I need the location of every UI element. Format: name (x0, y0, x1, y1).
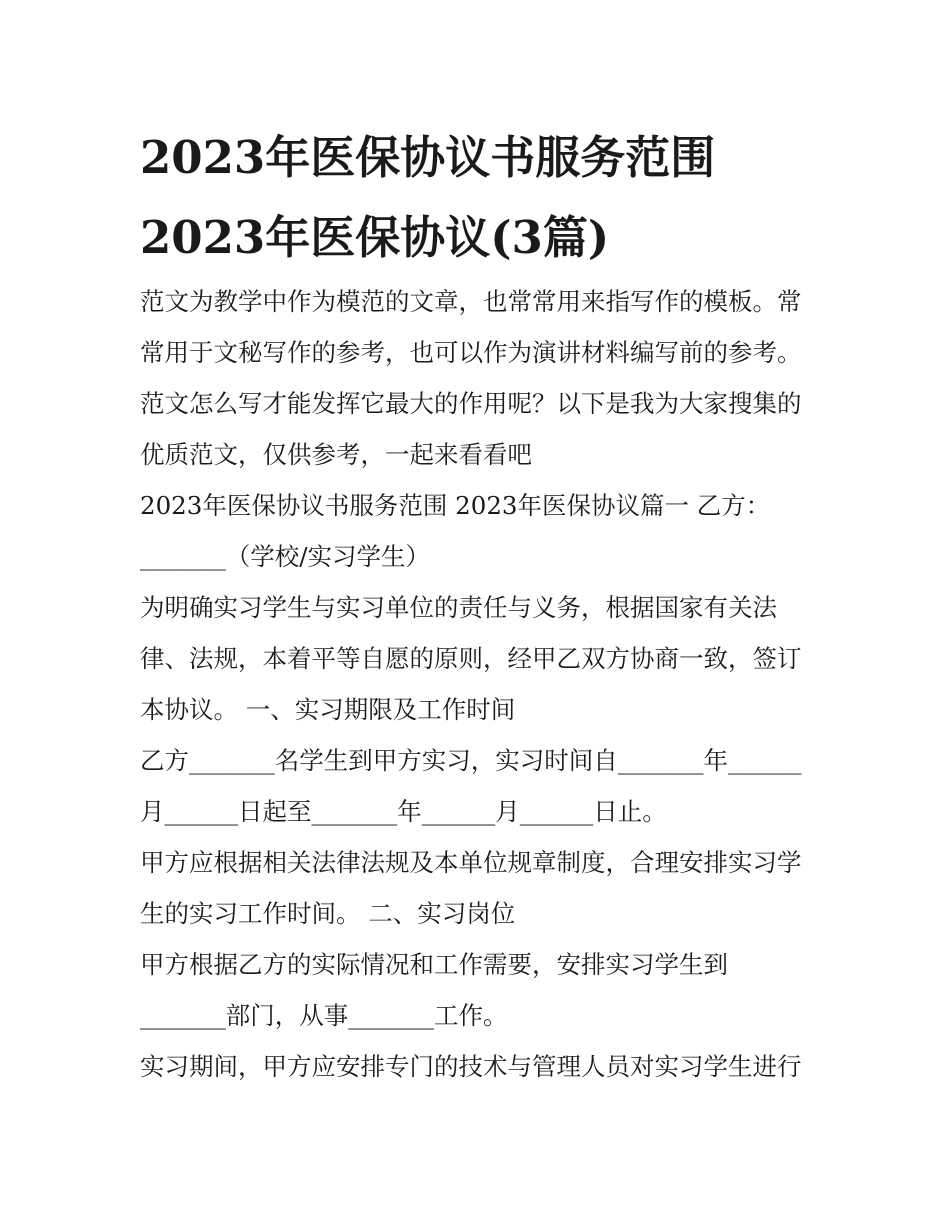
body-line: 为明确实习学生与实习单位的责任与义务，根据国家有关法 (140, 593, 777, 622)
document-body (140, 276, 820, 1092)
body-line: 实习期间，甲方应安排专门的技术与管理人员对实习学生进行 (140, 1052, 802, 1081)
body-line: 范文为教学中作为模范的文章，也常常用来指写作的模板。常 (140, 287, 802, 316)
body-line: 生的实习工作时间。 二、实习岗位 (140, 899, 516, 928)
body-line: 甲方应根据相关法律法规及本单位规章制度，合理安排实习学 (140, 848, 802, 877)
body-line: 2023年医保协议书服务范围 2023年医保协议篇一 乙方： (140, 491, 771, 520)
title-line-1 (140, 118, 820, 198)
body-line: 月______日起至_______年______月______日止。 (140, 797, 667, 826)
body-line: _______（学校/实习学生） (140, 542, 431, 571)
body-line: 乙方_______名学生到甲方实习，实习时间自_______年______ (140, 746, 802, 775)
title-line-1-text: 2023年医保协议书服务范围 (140, 131, 716, 184)
body-line: 范文怎么写才能发挥它最大的作用呢？以下是我为大家搜集的 (140, 389, 802, 418)
body-line: 甲方根据乙方的实际情况和工作需要，安排实习学生到 (140, 950, 728, 979)
body-line: 本协议。 一、实习期限及工作时间 (140, 695, 516, 724)
body-line: 律、法规，本着平等自愿的原则，经甲乙双方协商一致，签订 (140, 644, 802, 673)
body-line: 优质范文，仅供参考，一起来看看吧 (140, 440, 532, 469)
document-title (140, 118, 820, 278)
body-line: _______部门，从事_______工作。 (140, 1001, 508, 1030)
title-line-2 (140, 198, 820, 278)
body-line: 常用于文秘写作的参考，也可以作为演讲材料编写前的参考。 (140, 338, 802, 367)
title-line-2-text: 2023年医保协议(3篇) (140, 211, 610, 264)
